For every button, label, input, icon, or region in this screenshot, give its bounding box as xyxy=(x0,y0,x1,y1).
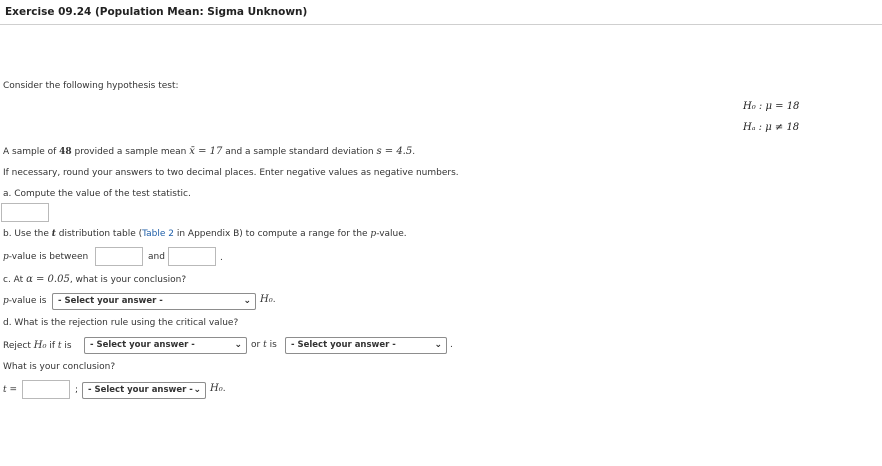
part-b-mid2: in Appendix B) to compute a range for the xyxy=(173,229,371,239)
chevron-down-icon: ⌄ xyxy=(243,296,251,306)
reject-rule-label xyxy=(3,340,72,351)
chevron-down-icon: ⌄ xyxy=(434,340,442,350)
part-b-p: p xyxy=(370,229,377,239)
part-d-label: d. What is the rejection rule using the critical value? xyxy=(3,318,239,328)
part-a-label: a. Compute the value of the test statistic. xyxy=(3,189,191,199)
sample-mid2: and a sample standard deviation xyxy=(222,147,377,157)
t-equals-label xyxy=(3,385,17,395)
pvalue-is-p: p xyxy=(3,296,9,306)
conclusion-select-value: - Select your answer - xyxy=(88,385,193,395)
t-equals-text: t = xyxy=(3,385,18,395)
rejection-rule-select-1[interactable] xyxy=(84,337,247,354)
conclusion-h0-period: . xyxy=(222,384,226,394)
pvalue-between-label xyxy=(3,252,88,262)
pvalue-h0 xyxy=(260,294,276,305)
rejection-rule-period: . xyxy=(450,340,453,350)
part-b-end: -value. xyxy=(376,229,407,239)
table-2-link[interactable]: Table 2 xyxy=(142,229,174,239)
test-statistic-input[interactable] xyxy=(1,203,49,222)
or-t: t xyxy=(263,340,267,350)
part-b-t: t xyxy=(51,229,56,239)
sample-end: . xyxy=(412,147,416,157)
pvalue-period: . xyxy=(220,253,223,263)
sample-description xyxy=(3,146,415,157)
rejection-rule-select-2[interactable] xyxy=(285,337,447,354)
pvalue-h0-period: . xyxy=(272,295,276,305)
alternative-hypothesis-text: Hₐ : μ ≠ 18 xyxy=(743,122,800,133)
or-text: or xyxy=(251,340,264,350)
rejection-rule-select-1-value: - Select your answer - xyxy=(90,340,195,350)
null-hypothesis xyxy=(743,101,799,112)
sample-mid1: provided a sample mean xyxy=(71,147,190,157)
part-b-mid: distribution table ( xyxy=(55,229,143,239)
pvalue-conclusion-select[interactable] xyxy=(52,293,256,310)
reject-if: if xyxy=(46,341,58,351)
pvalue-upper-input[interactable] xyxy=(168,247,216,266)
part-b-label xyxy=(3,229,407,239)
alpha-value: α = 0.05 xyxy=(26,274,70,285)
part-b-pre: b. Use the xyxy=(3,229,52,239)
sample-pre: A sample of xyxy=(3,147,60,157)
pvalue-is-text: -value is xyxy=(8,296,47,306)
null-hypothesis-text: H₀ : μ = 18 xyxy=(743,101,800,112)
pvalue-conclusion-select-value: - Select your answer - xyxy=(58,296,163,306)
reject-t: t xyxy=(57,341,62,351)
pvalue-h0-text: H₀ xyxy=(260,294,273,305)
part-c-end: , what is your conclusion? xyxy=(69,275,187,285)
conclusion-h0-text: H₀ xyxy=(210,383,223,394)
sample-size: 48 xyxy=(59,147,72,157)
chevron-down-icon: ⌄ xyxy=(193,385,201,395)
t-value-input[interactable] xyxy=(22,380,70,399)
or-is: is xyxy=(266,340,277,350)
rejection-rule-select-2-value: - Select your answer - xyxy=(291,340,396,350)
or-t-is-label xyxy=(251,340,277,350)
reject-h0: H₀ xyxy=(33,340,47,351)
conclusion-h0 xyxy=(210,383,226,394)
conclusion-semicolon: ; xyxy=(75,385,79,395)
pvalue-between-text: -value is between xyxy=(8,252,89,262)
part-c-pre: c. At xyxy=(3,275,27,285)
chevron-down-icon: ⌄ xyxy=(234,340,242,350)
sample-mean: x̄ = 17 xyxy=(189,146,223,157)
sample-std-dev: s = 4.5 xyxy=(376,146,413,157)
instructions: If necessary, round your answers to two decimal places. Enter negative values as negative numbers. xyxy=(3,168,459,178)
title-divider xyxy=(0,24,882,25)
alternative-hypothesis xyxy=(743,122,799,133)
intro-text: Consider the following hypothesis test: xyxy=(3,81,179,91)
conclusion-label: What is your conclusion? xyxy=(3,362,116,372)
page-title: Exercise 09.24 (Population Mean: Sigma Unknown) xyxy=(5,6,308,18)
conclusion-select[interactable] xyxy=(82,382,206,399)
and-label: and xyxy=(148,252,165,262)
pvalue-is-label xyxy=(3,296,46,306)
reject-is: is xyxy=(61,341,72,351)
reject-text: Reject xyxy=(3,341,34,351)
pvalue-lower-input[interactable] xyxy=(95,247,143,266)
part-c-label xyxy=(3,274,186,285)
pvalue-between-p: p xyxy=(3,252,9,262)
